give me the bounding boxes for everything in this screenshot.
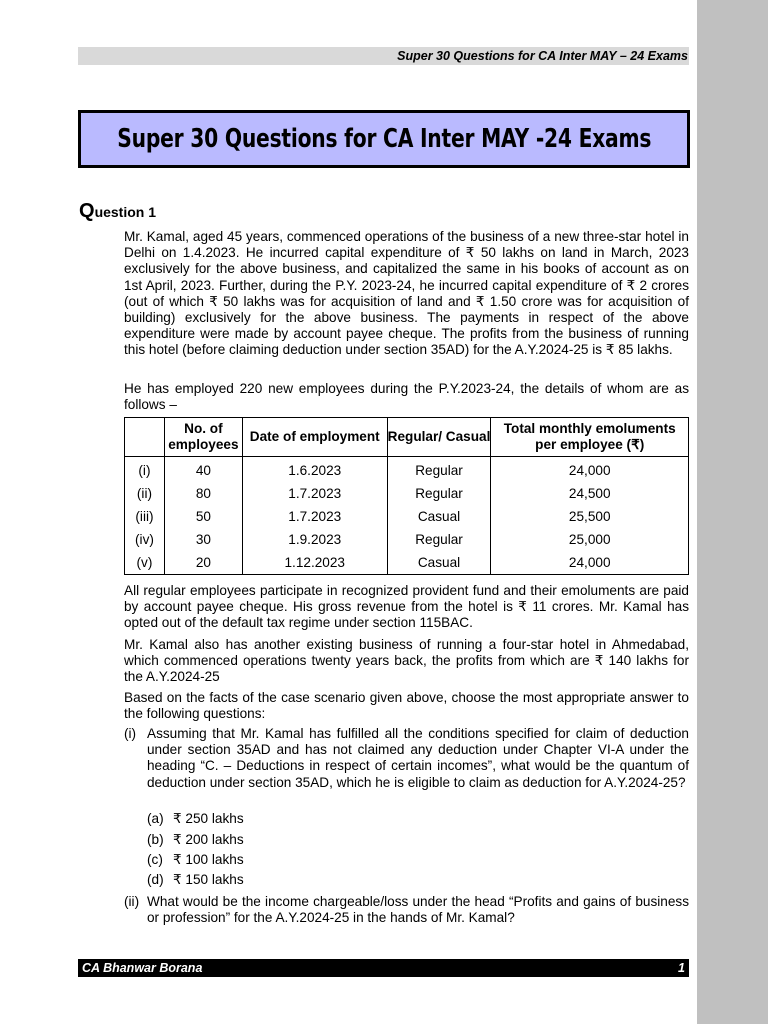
option-label: (b) <box>147 832 164 847</box>
table-row <box>125 457 689 483</box>
question-heading-rest: uestion 1 <box>94 204 157 220</box>
option-label: (c) <box>147 852 163 867</box>
table-cell: 1.6.2023 <box>242 457 387 483</box>
sub-question-text: Assuming that Mr. Kamal has fulfilled all the conditions specified for claim of deduction under section 35AD and has not claimed any deduction under Chapter VI-A under the heading “C. – Deductions in respect of certain incomes”, what would be the quantum of deduction under section 35AD, which he is eligible to claim as deduction for A.Y.2024-25? <box>147 726 689 790</box>
option-a <box>147 811 244 827</box>
paragraph-text: Mr. Kamal also has another existing business of running a four-star hotel in Ahmedabad, which commenced operations twenty years back, the profits from which are ₹ 140 lakhs for the A.Y.2024-25 <box>124 637 689 685</box>
table-cell: 24,000 <box>491 551 689 575</box>
table-cell: 50 <box>164 505 242 528</box>
footer-author: CA Bhanwar Borana <box>82 961 203 975</box>
table-header-cell: Total monthly emoluments per employee (₹) <box>491 418 689 457</box>
question-heading <box>79 200 156 223</box>
table-cell: 1.9.2023 <box>242 528 387 551</box>
sub-question-2 <box>124 894 689 926</box>
table-cell: 1.12.2023 <box>242 551 387 575</box>
table-cell: 24,000 <box>491 457 689 483</box>
table-header-cell: Regular/ Casual <box>387 418 491 457</box>
question-paragraph-1 <box>124 229 689 359</box>
table-cell: 20 <box>164 551 242 575</box>
question-paragraph-3 <box>124 583 689 632</box>
option-label: (d) <box>147 872 164 887</box>
table-cell: (i) <box>125 457 165 483</box>
option-c <box>147 852 244 868</box>
table-row <box>125 505 689 528</box>
table-cell: 1.7.2023 <box>242 482 387 505</box>
option-text: ₹ 150 lakhs <box>173 872 244 887</box>
question-heading-initial: Q <box>79 200 95 222</box>
table-cell: 25,500 <box>491 505 689 528</box>
table-row <box>125 482 689 505</box>
page-title: Super 30 Questions for CA Inter MAY -24 Exams <box>117 124 651 154</box>
sub-question-text: What would be the income chargeable/loss under the head “Profits and gains of business or profession” for the A.Y.2024-25 in the hands of Mr. Kamal? <box>147 894 689 926</box>
table-row <box>125 551 689 575</box>
option-text: ₹ 250 lakhs <box>173 811 244 826</box>
page-footer <box>78 959 689 977</box>
option-d <box>147 872 244 888</box>
question-paragraph-5 <box>124 690 689 722</box>
table-cell: Regular <box>387 528 491 551</box>
question-paragraph-2 <box>124 381 689 413</box>
table-cell: Casual <box>387 505 491 528</box>
table-cell: (iv) <box>125 528 165 551</box>
table-cell: 30 <box>164 528 242 551</box>
option-b <box>147 832 244 848</box>
question-paragraph-4 <box>124 637 689 686</box>
table-cell: Casual <box>387 551 491 575</box>
table-cell: Regular <box>387 482 491 505</box>
table-cell: (ii) <box>125 482 165 505</box>
table-header-cell <box>125 418 165 457</box>
employee-table <box>124 417 689 575</box>
paragraph-text: Based on the facts of the case scenario given above, choose the most appropriate answer to the following questions: <box>124 690 689 722</box>
sub-question-number: (ii) <box>124 894 140 909</box>
table-header-cell: Date of employment <box>242 418 387 457</box>
table-cell: 80 <box>164 482 242 505</box>
paragraph-text: All regular employees participate in recognized provident fund and their emoluments are paid by account payee cheque. His gross revenue from the hotel is ₹ 11 crores. Mr. Kamal has opted out of the default tax regime under section 115BAC. <box>124 583 689 631</box>
table-cell: 1.7.2023 <box>242 505 387 528</box>
table-cell: 40 <box>164 457 242 483</box>
table-cell: (v) <box>125 551 165 575</box>
table-cell: 24,500 <box>491 482 689 505</box>
running-header: Super 30 Questions for CA Inter MAY – 24 Exams <box>78 47 689 65</box>
table-cell: 25,000 <box>491 528 689 551</box>
sub-question-1 <box>124 726 689 791</box>
paragraph-text: He has employed 220 new employees during the P.Y.2023-24, the details of whom are as follows – <box>124 381 689 413</box>
option-text: ₹ 200 lakhs <box>173 832 244 847</box>
table-header-cell: No. of employees <box>164 418 242 457</box>
title-box <box>78 110 690 168</box>
table-cell: (iii) <box>125 505 165 528</box>
option-label: (a) <box>147 811 164 826</box>
sub-question-number: (i) <box>124 726 137 741</box>
paragraph-text: Mr. Kamal, aged 45 years, commenced operations of the business of a new three-star hotel in Delhi on 1.4.2023. He incurred capital expenditure of ₹ 50 lakhs on land in March, 2023 exclusively for the above business, and capitalized the same in his books of account as on 1st April, 2023. Further, during the P.Y. 2023-24, he incurred capital expenditure of ₹ 2 crores (out of which ₹ 50 lakhs was for acquisition of land and ₹ 1.50 crore was for acquisition of building) exclusively for the above business. The payments in respect of the above expenditure were made by account payee cheque. The profits from the business of running this hotel (before claiming deduction under section 35AD) for the A.Y.2024-25 is ₹ 85 lakhs. <box>124 229 689 358</box>
table-row <box>125 528 689 551</box>
table-header-row <box>125 418 689 457</box>
option-text: ₹ 100 lakhs <box>173 852 244 867</box>
table-cell: Regular <box>387 457 491 483</box>
page-number: 1 <box>678 961 685 975</box>
page-gutter <box>697 0 768 1024</box>
